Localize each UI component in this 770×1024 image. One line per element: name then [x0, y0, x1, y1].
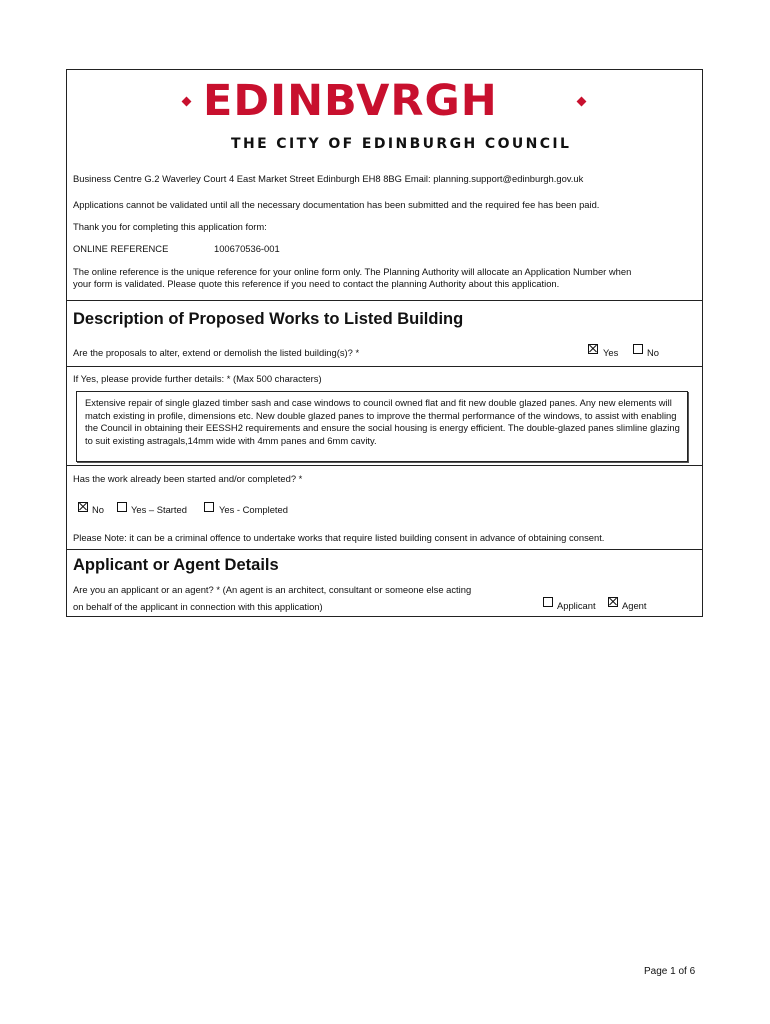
- divider: [67, 465, 702, 466]
- question-work-started: Has the work already been started and/or completed? *: [73, 473, 303, 484]
- logo-diamond-left: [182, 97, 192, 107]
- reference-note-line1: The online reference is the unique reference for your online form only. The Planning Authority will allocate an Application Number when: [73, 266, 632, 277]
- logo-wordmark: EDINBVRGH: [203, 76, 498, 126]
- checkbox-yes-completed[interactable]: [204, 502, 214, 512]
- applicant-question-line2: on behalf of the applicant in connection with this application): [73, 601, 323, 612]
- checkbox-no-work-label: No: [92, 504, 104, 515]
- checkbox-agent[interactable]: [608, 597, 618, 607]
- checkbox-yes-started-label: Yes – Started: [131, 504, 187, 515]
- question-alter-extend: Are the proposals to alter, extend or demolish the listed building(s)? *: [73, 347, 360, 358]
- checkbox-agent-label: Agent: [622, 600, 647, 611]
- checkbox-yes-completed-label: Yes - Completed: [219, 504, 288, 515]
- reference-note-line2: your form is validated. Please quote this reference if you need to contact the planning Authority about this application.: [73, 278, 560, 289]
- logo-diamond-right: [577, 97, 587, 107]
- details-text: Extensive repair of single glazed timber sash and case windows to council owned flat and fit new double glazed panes. Any new elements will match existing in profile, dimensions etc. New double glazed panes to improve the thermal performance of the windows, to assist with enabling the Council in obtaining their EESSH2 requirements and ensure the social housing is energy efficient. The double-glazed panes slimline glazing to suit existing astragals,14mm wide with 4mm panes and 6mm cavity.: [85, 397, 680, 446]
- details-question: If Yes, please provide further details: * (Max 500 characters): [73, 373, 322, 384]
- details-text-box[interactable]: [76, 391, 688, 462]
- online-reference-label: ONLINE REFERENCE: [73, 243, 169, 254]
- divider: [67, 549, 702, 550]
- divider: [67, 300, 702, 301]
- checkbox-no-work[interactable]: [78, 502, 88, 512]
- checkbox-yes[interactable]: [588, 344, 598, 354]
- application-form: [66, 69, 703, 617]
- council-logo: [67, 70, 704, 160]
- validation-note: Applications cannot be validated until all the necessary documentation has been submitted and the required fee has been paid.: [73, 199, 600, 210]
- checkbox-applicant[interactable]: [543, 597, 553, 607]
- section-title-applicant: Applicant or Agent Details: [73, 556, 279, 574]
- online-reference-value: 100670536-001: [214, 243, 280, 254]
- council-address: Business Centre G.2 Waverley Court 4 East Market Street Edinburgh EH8 8BG Email: planning.support@edinburgh.gov.uk: [73, 173, 584, 184]
- section-title-works: Description of Proposed Works to Listed Building: [73, 310, 464, 328]
- thank-you-text: Thank you for completing this application form:: [73, 221, 267, 232]
- criminal-offence-note: Please Note: it can be a criminal offence to undertake works that require listed building consent in advance of obtaining consent.: [73, 532, 605, 543]
- logo-subtitle: THE CITY OF EDINBURGH COUNCIL: [231, 136, 572, 152]
- checkbox-yes-started[interactable]: [117, 502, 127, 512]
- checkbox-applicant-label: Applicant: [557, 600, 596, 611]
- page-number: Page 1 of 6: [644, 966, 696, 977]
- checkbox-yes-label: Yes: [603, 347, 619, 358]
- divider: [67, 366, 702, 367]
- checkbox-no[interactable]: [633, 344, 643, 354]
- checkbox-no-label: No: [647, 347, 659, 358]
- applicant-question-line1: Are you an applicant or an agent? * (An agent is an architect, consultant or someone else acting: [73, 584, 472, 595]
